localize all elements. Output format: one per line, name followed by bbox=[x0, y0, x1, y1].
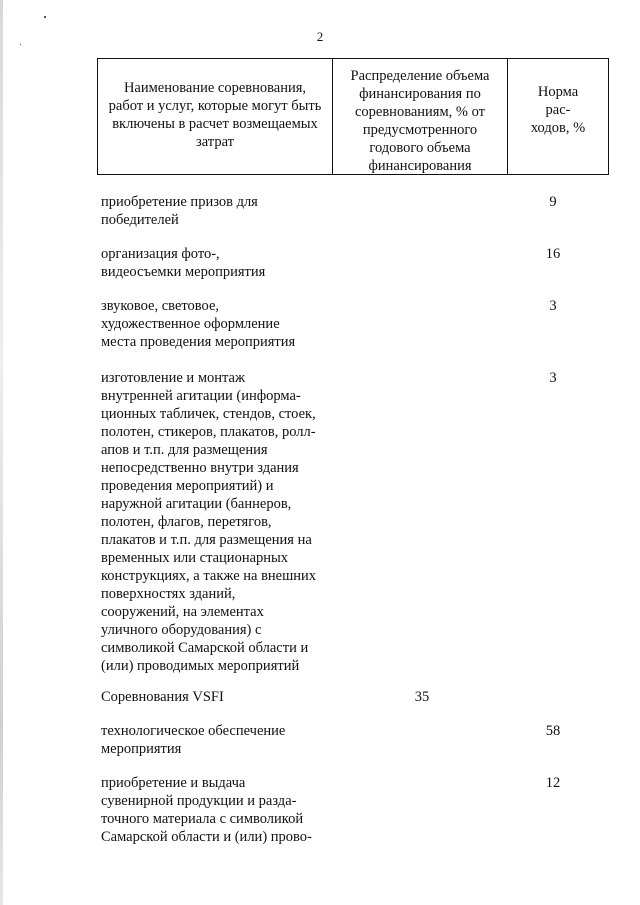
row-item-text: изготовление и монтаж внутренней агитации (информа- ционных табличек, стендов, стоек, полотен, стикеров, плакатов, ролл- апов и т.п. для размещения непосредственно внутри здания проведения мероприятий) и наружной агитации (баннеров, полотен, флагов, перетягов, плакатов и т.п. для размещения на временных или стационарных конструкциях, а также на внешних поверхностях зданий, сооружений, на элементах уличного оборудования) с символикой Самарской области и (или) проводимых мероприятий bbox=[101, 370, 317, 674]
row-norm-value: 16 bbox=[545, 246, 561, 262]
header-norm-label: Норма рас- ходов, % bbox=[530, 84, 586, 136]
row-item-text: организация фото-, видеосъемки мероприятия bbox=[101, 246, 266, 280]
row-item-text: приобретение и выдача сувенирной продукции и разда- точного материала с символикой Самарской области и (или) прово- bbox=[101, 775, 312, 845]
row-norm-value: 3 bbox=[549, 298, 557, 314]
scan-edge bbox=[0, 0, 3, 905]
row-item-text: технологическое обеспечение мероприятия bbox=[101, 723, 286, 757]
row-norm-value: 58 bbox=[545, 723, 561, 739]
section-title: Соревнования VSFI bbox=[101, 689, 224, 705]
row-norm-value: 9 bbox=[549, 194, 557, 210]
row-norm-value: 3 bbox=[549, 370, 557, 386]
header-name-label: Наименование соревнования, работ и услуг, которые могут быть включены в расчет возмещаемых затрат bbox=[108, 80, 322, 150]
header-distribution-column bbox=[333, 59, 508, 174]
row-item-text: приобретение призов для победителей bbox=[101, 194, 258, 228]
header-name-column bbox=[98, 59, 333, 174]
scan-speck bbox=[44, 16, 46, 18]
row-norm-value: 12 bbox=[545, 775, 561, 791]
header-norm-column bbox=[508, 59, 608, 174]
row-item-text: звуковое, световое, художественное оформление места проведения мероприятия bbox=[101, 298, 296, 350]
page-number: 2 bbox=[316, 29, 324, 44]
row-distribution-value: 35 bbox=[414, 689, 430, 705]
header-distribution-label: Распределение объема финансирования по соревнованиям, % от предусмотренного годового объема финансирования bbox=[350, 68, 490, 174]
table-header bbox=[97, 58, 609, 175]
